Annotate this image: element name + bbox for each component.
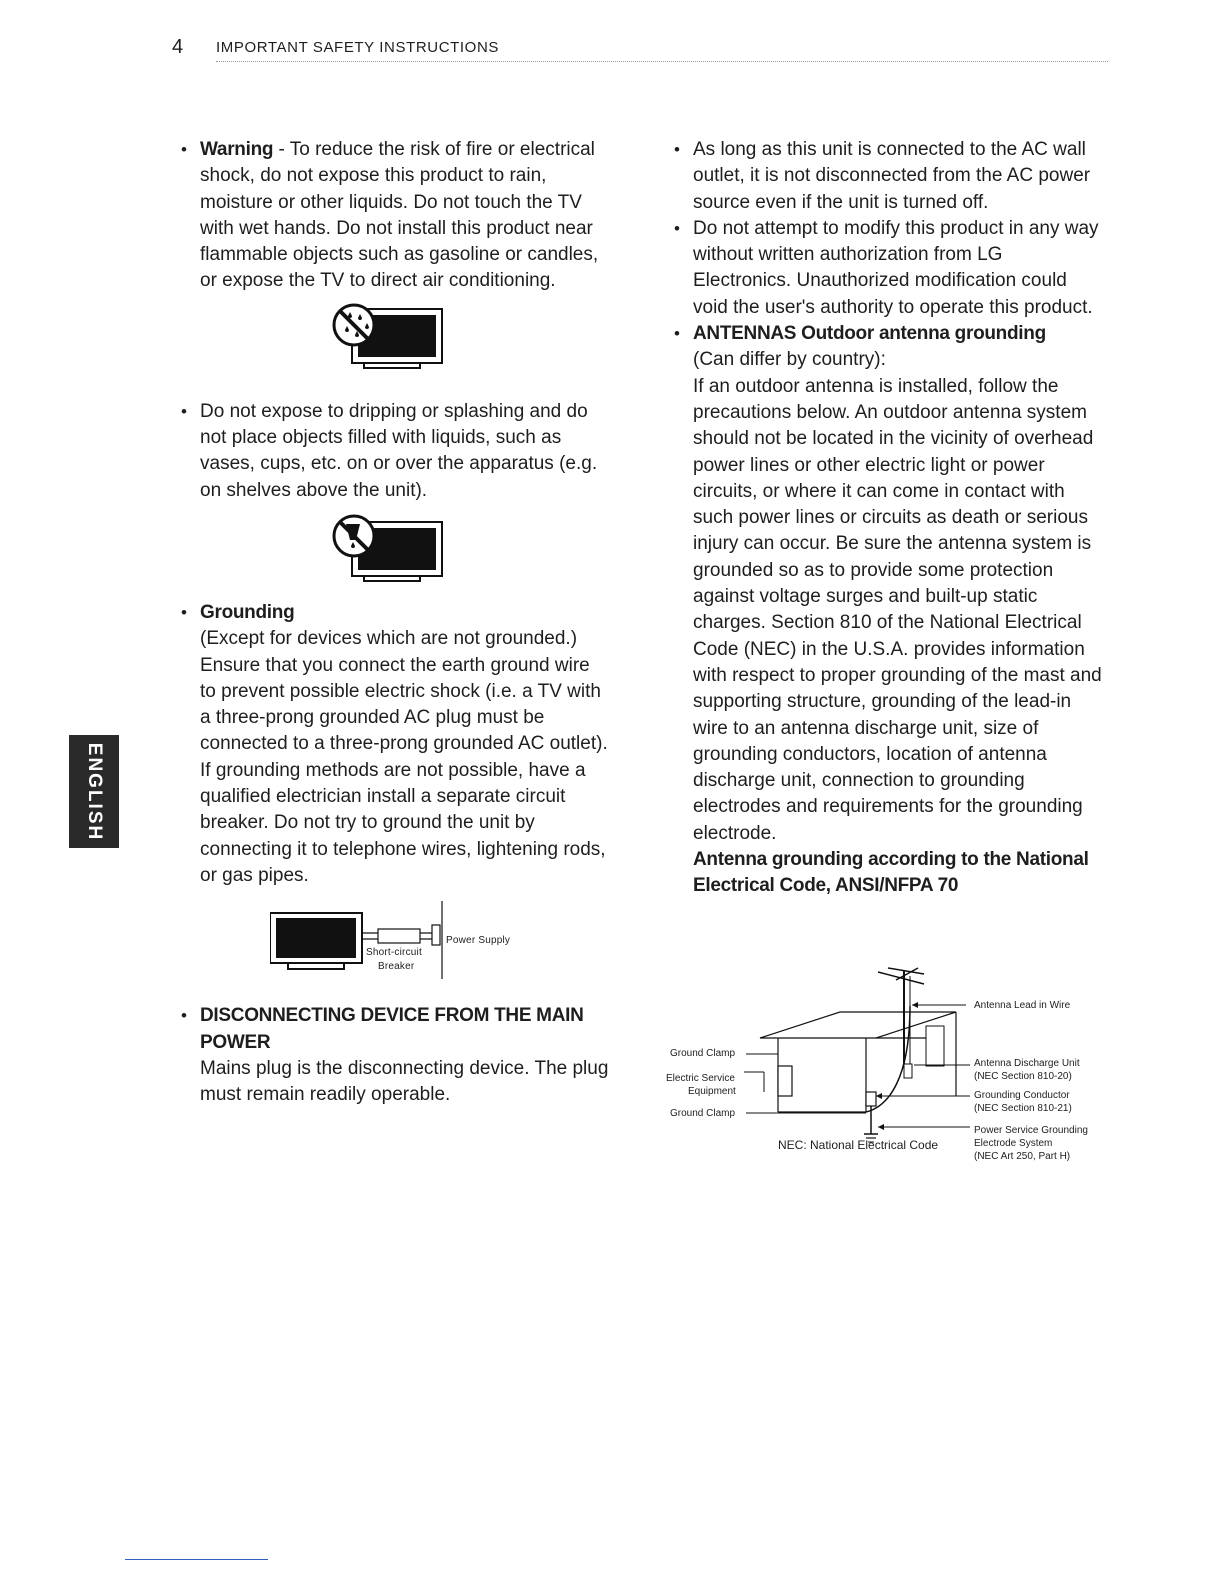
nec-title: Antenna grounding according to the National Electrical Code, ANSI/NFPA 70 <box>693 849 1089 897</box>
grounding-paragraph <box>200 600 610 889</box>
right-column <box>693 137 1103 900</box>
circuit-breaker-drawing <box>270 899 450 981</box>
ground-clamp-bottom-label: Ground Clamp <box>670 1108 736 1119</box>
header-title: IMPORTANT SAFETY INSTRUCTIONS <box>216 39 499 56</box>
left-column <box>200 137 610 1108</box>
breaker-label-1: Short-circuit <box>366 947 422 959</box>
electrode-label-3: (NEC Art 250, Part H) <box>974 1151 1071 1162</box>
warning-paragraph <box>200 137 610 295</box>
modify-paragraph: • Do not attempt to modify this product in any way without written authorization from LG Electronics. Unauthorized modification could void the user's authority to operate this product. <box>693 216 1103 321</box>
ac-paragraph: • As long as this unit is connected to the AC wall outlet, it is not disconnected from the AC power source even if the unit is turned off. <box>693 137 1103 216</box>
disconnect-paragraph <box>200 1003 610 1108</box>
conductor-label-2: (NEC Section 810-21) <box>974 1103 1072 1114</box>
page-number: 4 <box>172 36 184 58</box>
disconnect-title: DISCONNECTING DEVICE FROM THE MAIN POWER <box>200 1005 584 1053</box>
electric-service-label-2: Equipment <box>688 1086 736 1097</box>
electrode-label-1: Power Service Grounding <box>974 1125 1088 1136</box>
antenna-title: ANTENNAS Outdoor antenna grounding <box>693 323 1046 345</box>
lead-in-label: Antenna Lead in Wire <box>974 1000 1071 1011</box>
tv-no-water-icon <box>328 303 448 373</box>
discharge-label-1: Antenna Discharge Unit <box>974 1058 1080 1069</box>
electric-service-label-1: Electric Service <box>666 1073 735 1084</box>
discharge-label-2: (NEC Section 810-20) <box>974 1071 1072 1082</box>
conductor-label-1: Grounding Conductor <box>974 1090 1070 1101</box>
antenna-text-1: (Can differ by country): <box>693 349 886 371</box>
grounding-title: Grounding <box>200 601 295 623</box>
page-header <box>172 36 1108 62</box>
disconnect-text: Mains plug is the disconnecting device. The plug must remain readily operable. <box>200 1057 609 1106</box>
circuit-breaker-diagram <box>270 899 560 981</box>
header-rule <box>216 61 1108 62</box>
language-tab-label: ENGLISH <box>84 742 106 841</box>
electrode-label-2: Electrode System <box>974 1138 1053 1149</box>
grounding-text: (Except for devices which are not grounded.) Ensure that you connect the earth ground wire to prevent possible electric shock (i.e. a TV with a three-prong grounded AC plug must be connected to a three-prong grounded AC outlet). If grounding methods are not possible, have a qualified electrician install a separate circuit breaker. Do not try to ground the unit by connecting it to telephone wires, lightening rods, or gas pipes. <box>200 628 608 886</box>
power-supply-label: Power Supply <box>446 935 511 947</box>
ground-clamp-top-label: Ground Clamp <box>670 1048 736 1059</box>
warning-text: - To reduce the risk of fire or electrical shock, do not expose this product to rain, moisture or other liquids. Do not touch the TV with wet hands. Do not install this product near flammable objects such as gasoline or candles, or expose the TV to direct air conditioning. <box>200 139 599 292</box>
tv-no-liquid-icon <box>328 512 448 586</box>
footer-rule <box>125 1559 268 1560</box>
drip-paragraph: • Do not expose to dripping or splashing and do not place objects filled with liquids, such as vases, cups, etc. on or over the apparatus (e.g. on shelves above the unit). <box>200 399 610 504</box>
nec-caption: NEC: National Electrical Code <box>778 1138 939 1152</box>
breaker-label-2: Breaker <box>378 961 415 973</box>
warning-title: Warning <box>200 139 274 160</box>
language-tab <box>69 735 119 848</box>
antenna-grounding-diagram <box>660 966 1110 1166</box>
antenna-text-2: If an outdoor antenna is installed, follow the precautions below. An outdoor antenna system should not be located in the vicinity of overhead power lines or other electric light or power circuits, or where it can come in contact with such power lines or circuits as death or serious injury can occur. Be sure the antenna system is grounded so as to provide some protection against voltage surges and built-up static charges. Section 810 of the National Electrical Code (NEC) in the U.S.A. provides information with respect to proper grounding of the mast and supporting structure, grounding of the lead-in wire to an antenna discharge unit, size of grounding conductors, location of antenna discharge unit, connection to grounding electrodes and requirements for the grounding electrode. <box>693 375 1102 844</box>
antenna-paragraph <box>693 321 1103 900</box>
